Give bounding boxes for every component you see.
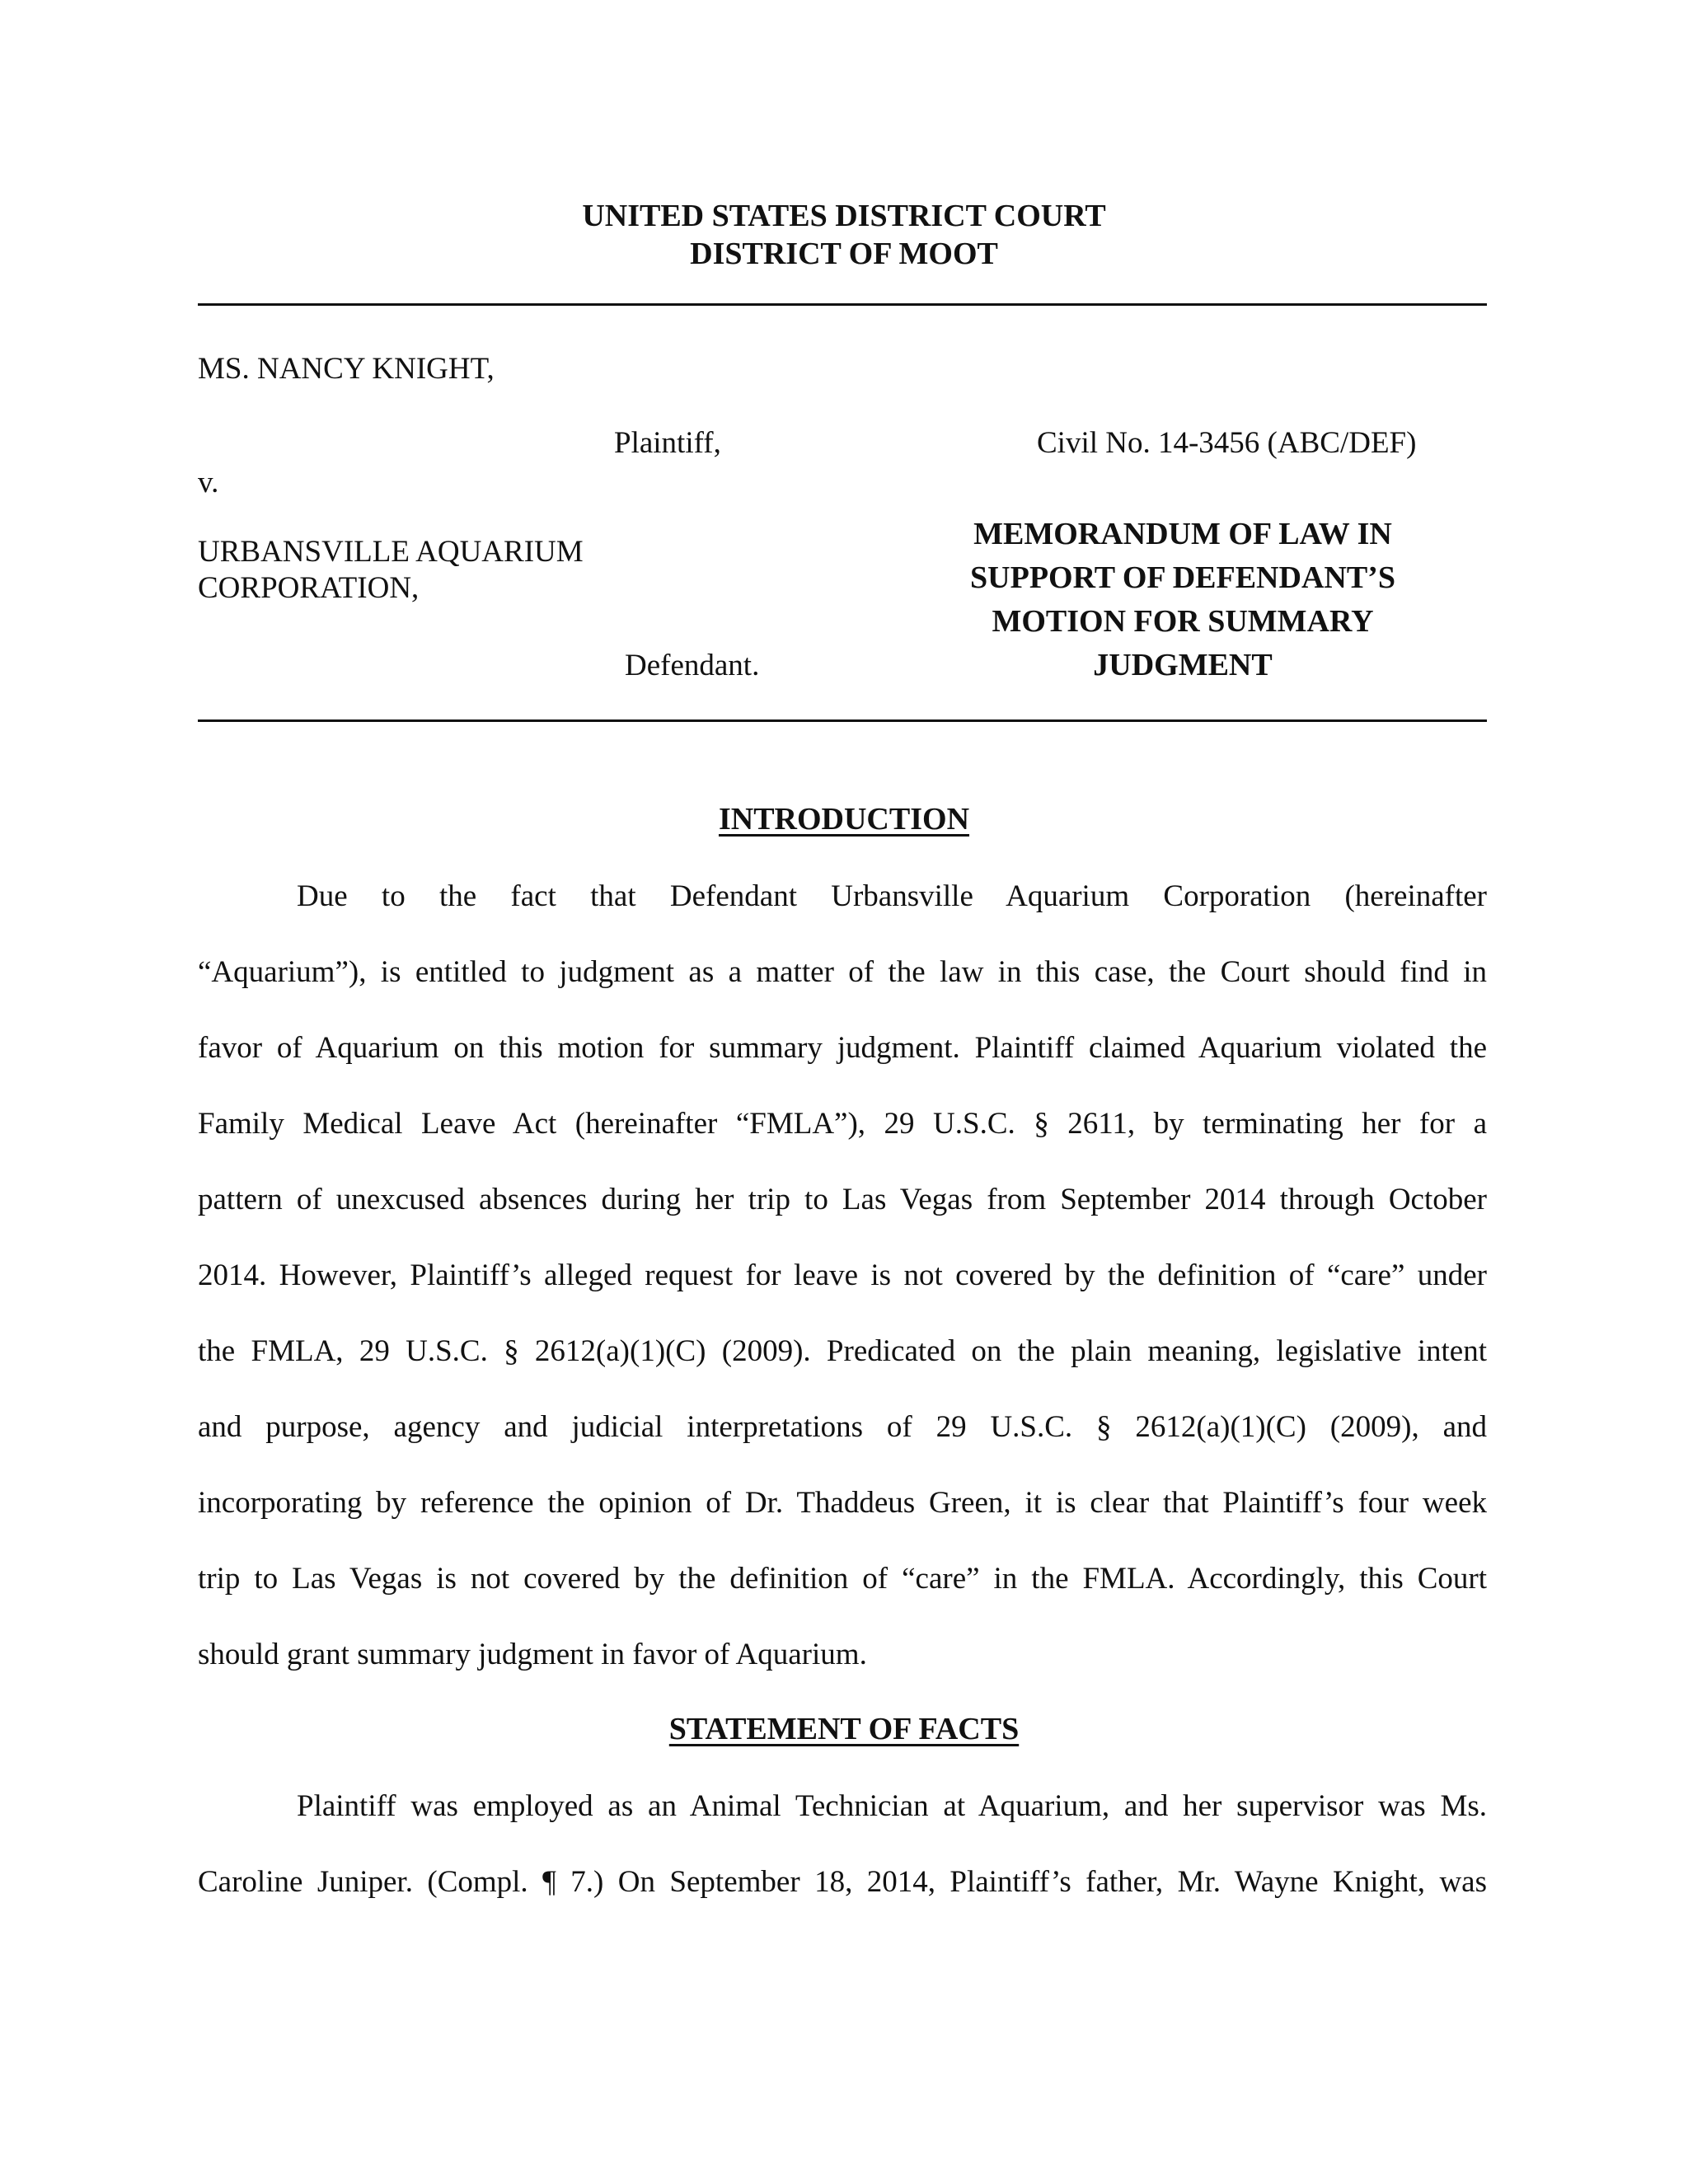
intro-line: should grant summary judgment in favor of Aquarium. — [198, 1638, 867, 1671]
court-name: UNITED STATES DISTRICT COURT — [582, 199, 1106, 233]
defendant-name-line1: URBANSVILLE AQUARIUM — [198, 535, 584, 569]
facts-heading — [0, 1709, 1688, 1749]
intro-line: pattern of unexcused absences during her trip to Las Vegas from September 2014 through October — [198, 1183, 1487, 1216]
document-title-line3: MOTION FOR SUMMARY — [992, 604, 1374, 639]
case-number: Civil No. 14-3456 (ABC/DEF) — [1037, 426, 1417, 460]
intro-line: incorporating by reference the opinion of Dr. Thaddeus Green, it is clear that Plaintiff’s four week — [198, 1486, 1487, 1520]
intro-line: Family Medical Leave Act (hereinafter “FMLA”), 29 U.S.C. § 2611, by terminating her for a — [198, 1107, 1487, 1141]
intro-line: “Aquarium”), is entitled to judgment as a matter of the law in this case, the Court should find in — [198, 955, 1487, 989]
document-title-line4: JUDGMENT — [1093, 648, 1273, 682]
court-district: DISTRICT OF MOOT — [690, 237, 998, 271]
intro-line: the FMLA, 29 U.S.C. § 2612(a)(1)(C) (2009). Predicated on the plain meaning, legislative intent — [198, 1334, 1487, 1368]
facts-line: Plaintiff was employed as an Animal Technician at Aquarium, and her supervisor was Ms. — [297, 1789, 1487, 1823]
defendant-role: Defendant. — [625, 649, 760, 682]
facts-line: Caroline Juniper. (Compl. ¶ 7.) On September 18, 2014, Plaintiff’s father, Mr. Wayne Knight, was — [198, 1865, 1487, 1899]
defendant-name-line2: CORPORATION, — [198, 571, 420, 605]
introduction-heading-text: INTRODUCTION — [718, 802, 970, 837]
facts-heading-text: STATEMENT OF FACTS — [668, 1712, 1020, 1746]
intro-line: trip to Las Vegas is not covered by the definition of “care” in the FMLA. Accordingly, this Court — [198, 1562, 1487, 1596]
plaintiff-role: Plaintiff, — [614, 426, 721, 460]
plaintiff-name: MS. NANCY KNIGHT, — [198, 352, 495, 386]
intro-line: Due to the fact that Defendant Urbansville Aquarium Corporation (hereinafter — [297, 879, 1487, 913]
caption-bottom-rule — [198, 719, 1487, 722]
document-title-line2: SUPPORT OF DEFENDANT’S — [970, 560, 1395, 595]
intro-line: 2014. However, Plaintiff’s alleged request for leave is not covered by the definition of “care” under — [198, 1258, 1487, 1292]
versus: v. — [198, 466, 219, 499]
intro-line: and purpose, agency and judicial interpretations of 29 U.S.C. § 2612(a)(1)(C) (2009), and — [198, 1410, 1487, 1444]
introduction-heading — [0, 799, 1688, 839]
intro-line: favor of Aquarium on this motion for summary judgment. Plaintiff claimed Aquarium violated the — [198, 1031, 1487, 1065]
caption-top-rule — [198, 303, 1487, 306]
document-title-line1: MEMORANDUM OF LAW IN — [973, 517, 1392, 551]
